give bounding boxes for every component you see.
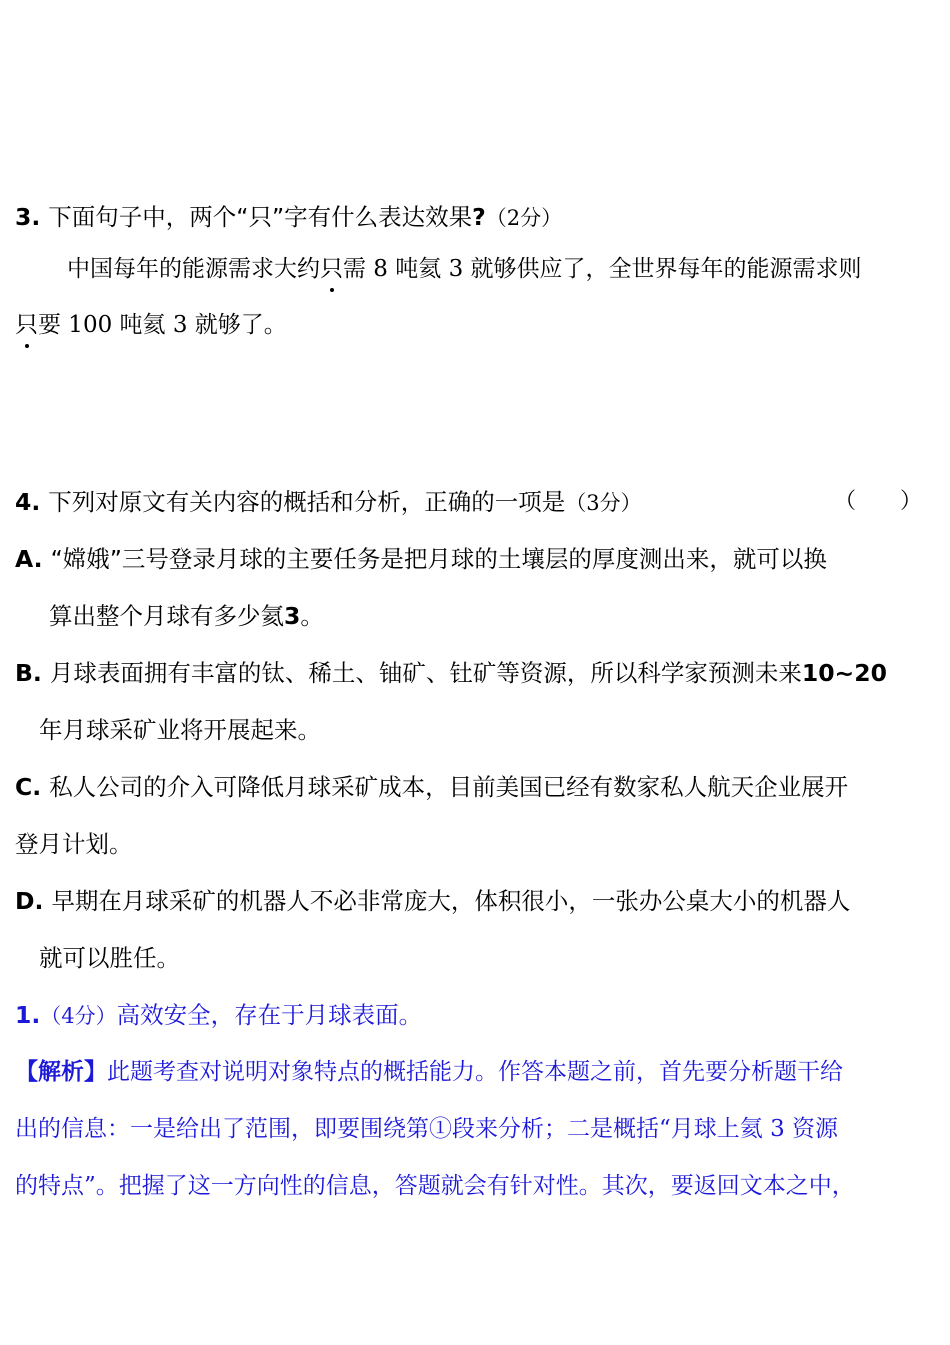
option-c-line-2: 登月计划。 <box>15 830 133 858</box>
analysis-line-1: 【解析】此题考查对说明对象特点的概括能力。作答本题之前，首先要分析题干给 <box>15 1059 843 1085</box>
question-4-number: 4. <box>15 488 41 516</box>
option-a-line-2: 算出整个月球有多少氦3。 <box>49 602 324 630</box>
answer-text: 高效安全，存在于月球表面。 <box>116 1001 423 1029</box>
emphasis-dot-char: 只 <box>320 253 343 285</box>
question-3-stem <box>15 201 936 234</box>
question-3-number: 3. <box>15 203 41 231</box>
answer-number: 1. <box>15 1001 41 1029</box>
option-b-line-1: B. 月球表面拥有丰富的钛、稀土、铀矿、钍矿等资源，所以科学家预测未来10~20 <box>15 659 887 687</box>
question-3-text: 下面句子中，两个“只”字有什么表达效果 <box>48 203 473 231</box>
answer-score: （4分） <box>40 1004 117 1028</box>
option-a-line-1: A. “嫦娥”三号登录月球的主要任务是把月球的土壤层的厚度测出来，就可以换 <box>15 545 827 573</box>
option-d-label: D. <box>15 887 44 915</box>
question-3-qmark: ? <box>472 203 486 231</box>
question-4-text: 下列对原文有关内容的概括和分析，正确的一项是 <box>48 488 566 516</box>
answer-1-line <box>15 999 936 1032</box>
option-c-line-1: C. 私人公司的介入可降低月球采矿成本，目前美国已经有数家私人航天企业展开 <box>15 773 849 801</box>
option-b-line-2: 年月球采矿业将开展起来。 <box>39 716 321 744</box>
question-3-score: （2分） <box>485 206 563 230</box>
question-3-quote-line-1: 中国每年的能源需求大约只需 8 吨氦 3 就够供应了，全世界每年的能源需求则 <box>67 253 936 285</box>
question-3-quote-line-2: 只要 100 吨氦 3 就够了。 <box>15 309 936 341</box>
question-4-score: （3分） <box>565 491 642 515</box>
option-b-label: B. <box>15 659 42 687</box>
option-a-label: A. <box>15 545 43 573</box>
analysis-line-2: 出的信息：一是给出了范围，即要围绕第①段来分析；二是概括“月球上氦 3 资源 <box>15 1116 839 1142</box>
option-d-line-1: D. 早期在月球采矿的机器人不必非常庞大，体积很小，一张办公桌大小的机器人 <box>15 887 851 915</box>
option-c-label: C. <box>15 773 42 801</box>
analysis-line-3: 的特点”。把握了这一方向性的信息，答题就会有针对性。其次，要返回文本之中， <box>15 1173 855 1199</box>
emphasis-dot-char: 只 <box>15 309 38 341</box>
analysis-tag: 【解析】 <box>15 1059 107 1085</box>
question-4-stem <box>15 486 936 519</box>
option-d-line-2: 就可以胜任。 <box>39 944 180 972</box>
answer-blank: （ ） <box>833 489 922 514</box>
